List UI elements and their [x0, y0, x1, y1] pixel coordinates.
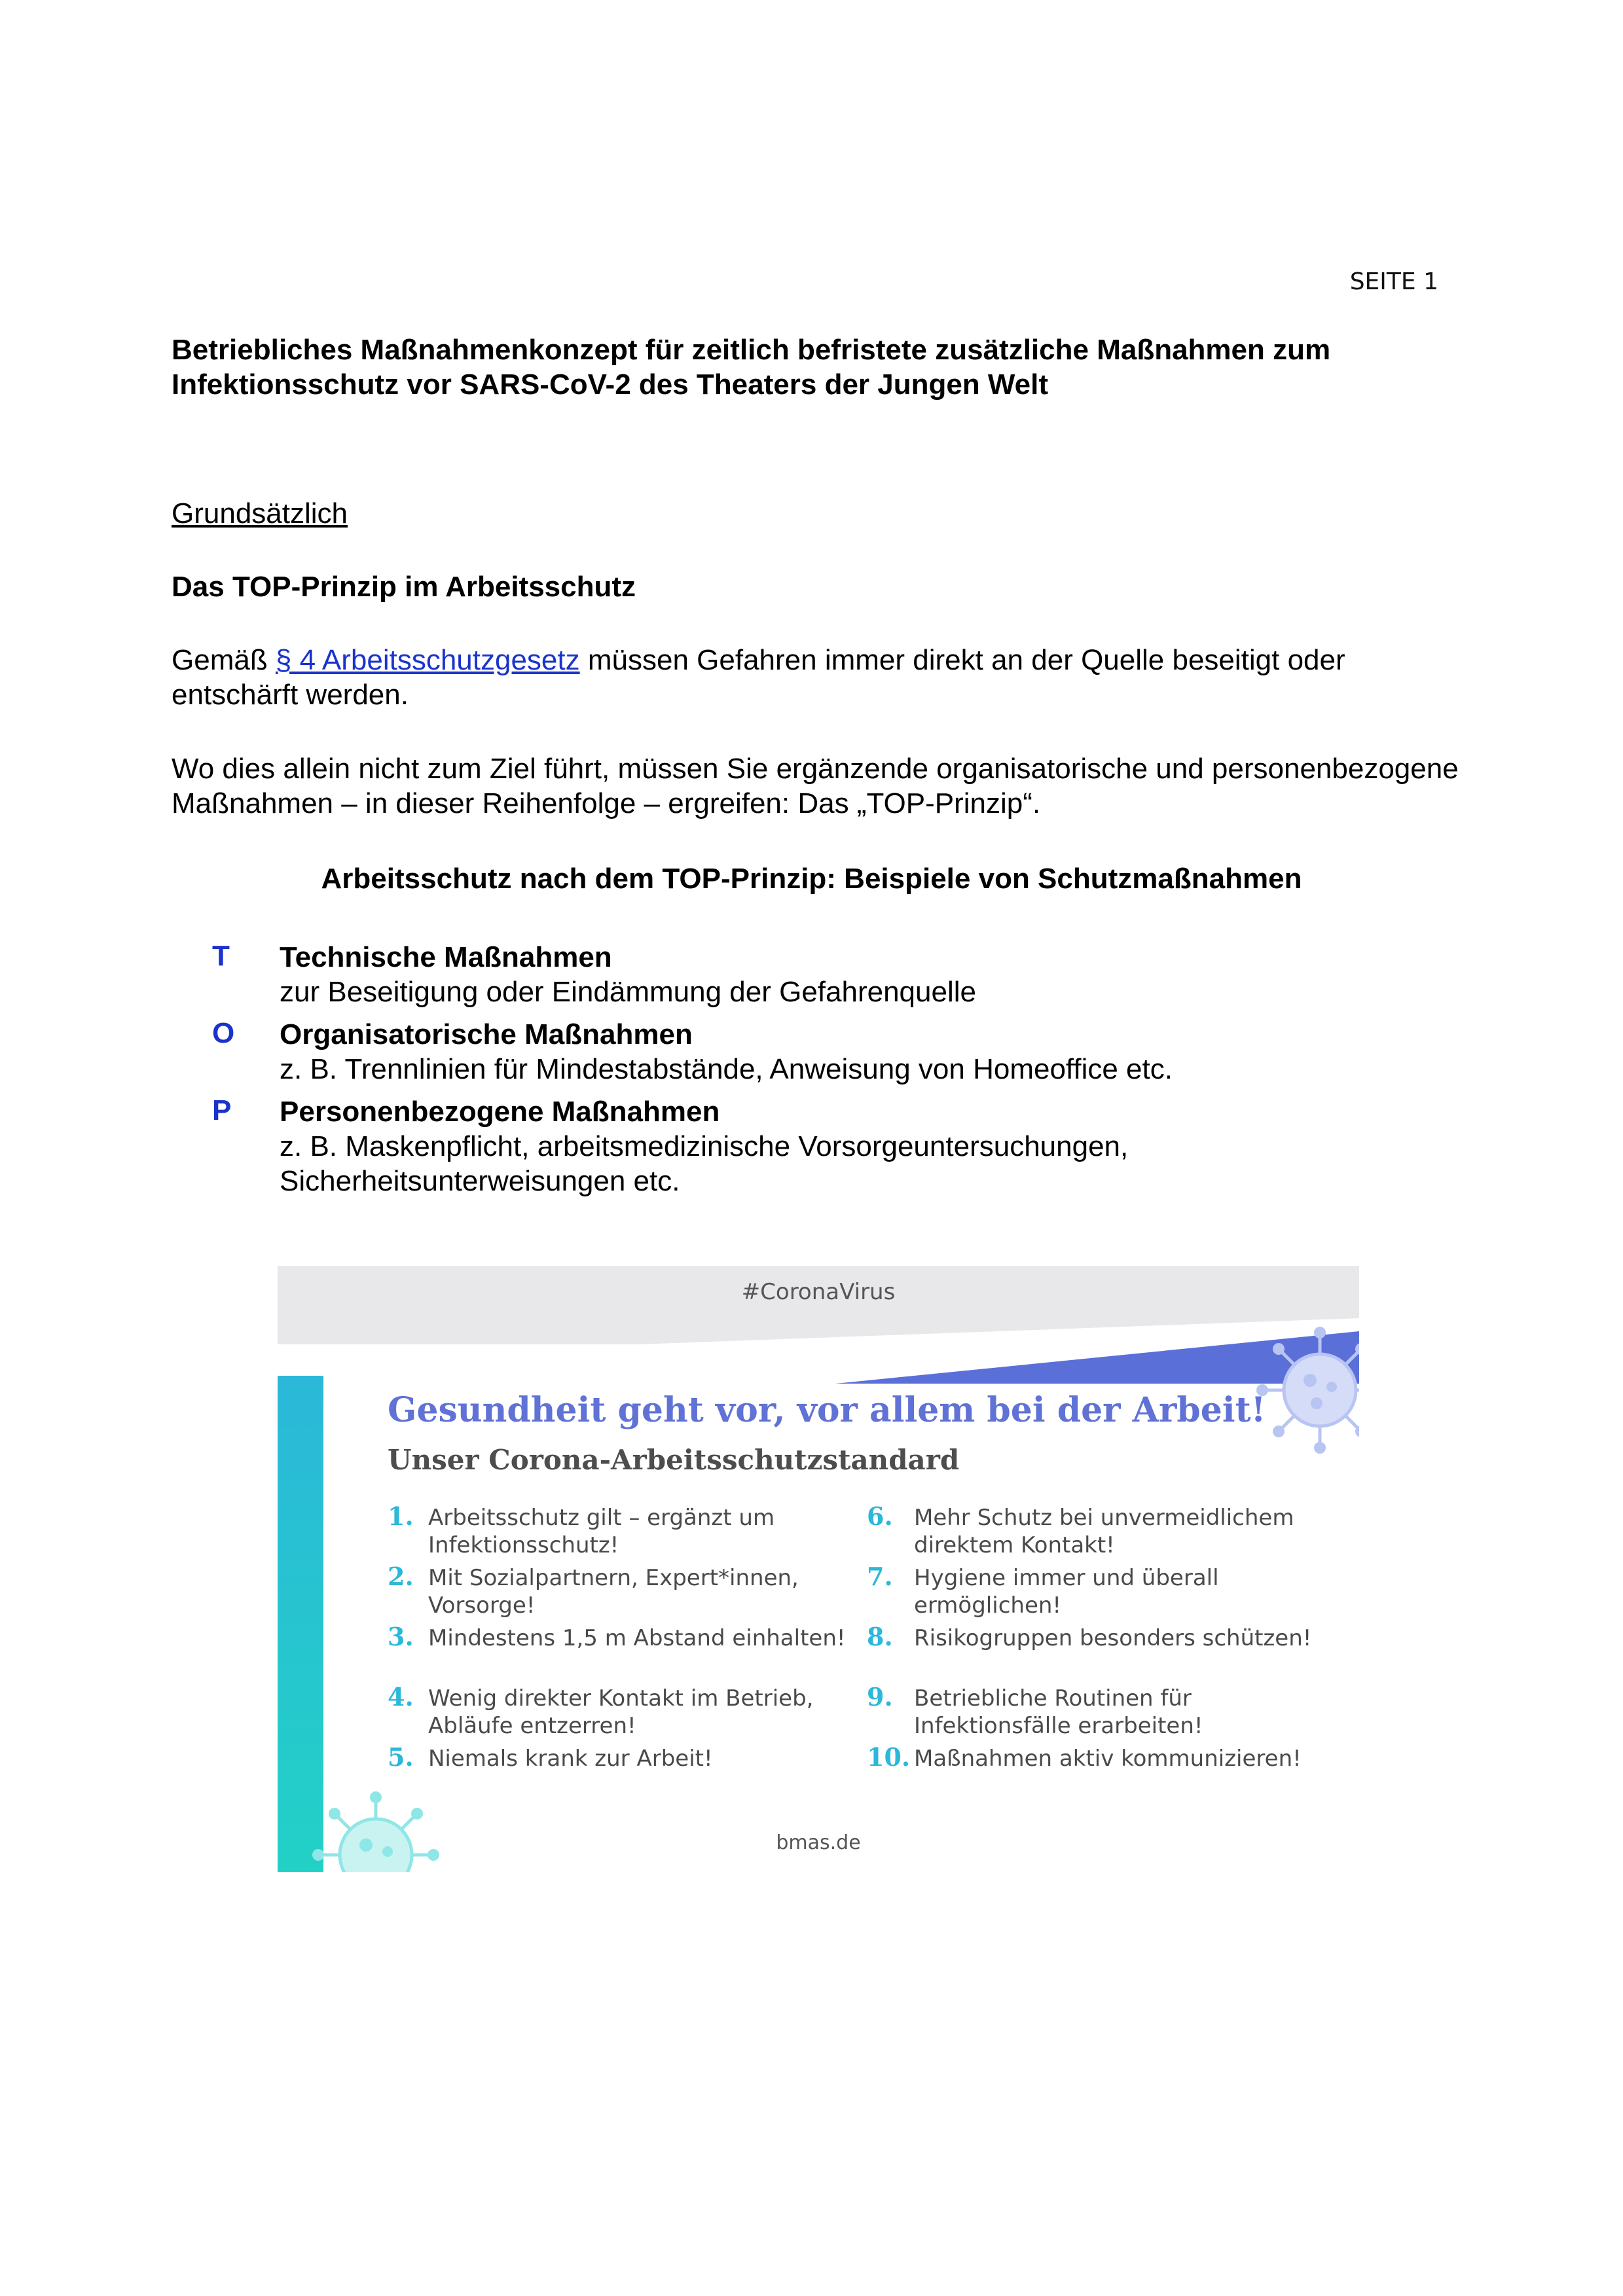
list-item — [867, 1742, 1325, 1803]
list-text: Mehr Schutz bei unvermeidlichem direktem Kontakt! — [914, 1505, 1294, 1558]
top-item-desc: zur Beseitigung oder Eindämmung der Gefahrenquelle — [280, 976, 976, 1008]
list-number: 6. — [867, 1501, 893, 1531]
top-item-desc: z. B. Trennlinien für Mindestabstände, Anweisung von Homeoffice etc. — [280, 1053, 1173, 1085]
infographic-list-left — [388, 1501, 846, 1805]
list-item — [388, 1682, 846, 1742]
infographic-subheadline: Unser Corona-Arbeitsschutzstandard — [388, 1444, 960, 1476]
list-number: 10. — [867, 1742, 911, 1772]
list-item — [867, 1564, 1325, 1622]
list-item — [388, 1564, 846, 1622]
list-text: Mindestens 1,5 m Abstand einhalten! — [428, 1625, 846, 1651]
list-text: Maßnahmen aktiv kommunizieren! — [914, 1746, 1302, 1772]
sub-heading: Das TOP-Prinzip im Arbeitsschutz — [172, 571, 636, 603]
document-title: Betriebliches Maßnahmenkonzept für zeitlich befristete zusätzliche Maßnahmen zum Infektionsschutz vor SARS-CoV-2 des Theaters der Jungen Welt — [172, 334, 1331, 401]
infographic-list-right — [867, 1501, 1325, 1805]
list-number: 5. — [388, 1742, 414, 1772]
paragraph-top-principle: Wo dies allein nicht zum Ziel führt, müssen Sie ergänzende organisatorische und personenbezogene Maßnahmen – in dieser Reihenfolge – ergreifen: Das „TOP-Prinzip“. — [172, 753, 1459, 819]
law-link[interactable]: § 4 Arbeitsschutzgesetz — [275, 644, 580, 676]
corona-infographic — [278, 1266, 1359, 1872]
top-item-title: Personenbezogene Maßnahmen — [280, 1096, 720, 1128]
list-text: Hygiene immer und überall ermöglichen! — [914, 1565, 1219, 1619]
page-number: SEITE 1 — [1349, 268, 1438, 295]
top-item-title: Organisatorische Maßnahmen — [280, 1018, 693, 1050]
top-letter: T — [212, 940, 230, 972]
section-heading: Grundsätzlich — [172, 497, 348, 529]
list-number: 9. — [867, 1682, 893, 1712]
list-text: Wenig direkter Kontakt im Betrieb, Abläufe entzerren! — [428, 1685, 814, 1739]
list-text: Mit Sozialpartnern, Expert*innen, Vorsorge! — [428, 1565, 799, 1619]
list-text: Arbeitsschutz gilt – ergänzt um Infektionsschutz! — [428, 1505, 775, 1558]
top-item-desc: z. B. Maskenpflicht, arbeitsmedizinische Vorsorgeuntersuchungen, Sicherheitsunterweisungen etc. — [280, 1130, 1129, 1197]
para-suffix: müssen Gefahren immer direkt an der Quelle beseitigt oder entschärft werden. — [172, 644, 1345, 711]
list-item — [867, 1624, 1325, 1682]
list-number: 3. — [388, 1622, 414, 1651]
list-number: 7. — [867, 1562, 893, 1591]
top-letter: O — [212, 1017, 235, 1049]
infographic-hashtag: #CoronaVirus — [741, 1279, 896, 1305]
list-text: Niemals krank zur Arbeit! — [428, 1746, 713, 1772]
top-item-title: Technische Maßnahmen — [280, 941, 612, 973]
list-item — [867, 1682, 1325, 1742]
list-number: 1. — [388, 1501, 414, 1531]
paragraph-law — [172, 643, 1468, 712]
list-item — [388, 1624, 846, 1682]
para-prefix: Gemäß — [172, 644, 276, 676]
list-text: Risikogruppen besonders schützen! — [914, 1625, 1312, 1651]
list-number: 8. — [867, 1622, 893, 1651]
infographic-source: bmas.de — [776, 1831, 861, 1854]
list-item — [867, 1501, 1325, 1562]
list-item — [388, 1501, 846, 1562]
top-letter: P — [212, 1094, 232, 1126]
list-text: Betriebliche Routinen für Infektionsfälle erarbeiten! — [914, 1685, 1203, 1739]
virus-icon — [1254, 1325, 1359, 1456]
list-number: 2. — [388, 1562, 414, 1591]
list-item — [388, 1742, 846, 1803]
top-examples-heading: Arbeitsschutz nach dem TOP-Prinzip: Beispiele von Schutzmaßnahmen — [321, 863, 1302, 895]
list-number: 4. — [388, 1682, 414, 1712]
infographic-headline: Gesundheit geht vor, vor allem bei der Arbeit! — [388, 1390, 1266, 1430]
